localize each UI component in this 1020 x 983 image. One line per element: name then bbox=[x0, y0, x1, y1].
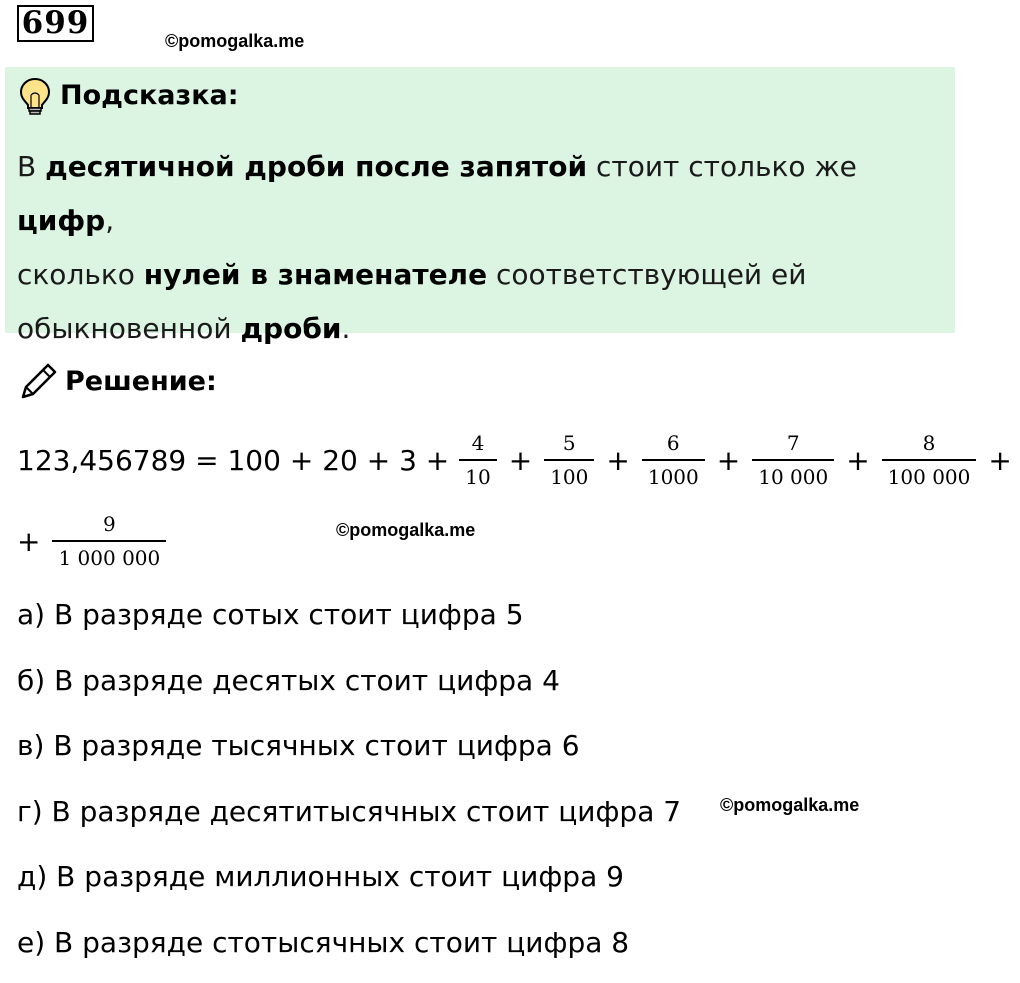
plus-sign: + bbox=[509, 444, 532, 477]
hint-text-segment: соответствующей ей bbox=[487, 258, 806, 291]
plus-sign: + bbox=[17, 525, 40, 558]
answer-item: в) В разряде тысячных стоит цифра 6 bbox=[17, 721, 681, 787]
fraction-numerator: 9 bbox=[97, 511, 122, 540]
plus-sign: + bbox=[846, 444, 869, 477]
hint-text-segment: обыкновенной bbox=[17, 312, 240, 345]
hint-bold-text: цифр bbox=[17, 204, 105, 237]
hint-bold-text: десятичной дроби после запятой bbox=[45, 150, 587, 183]
equation-lhs: 123,456789 = 100 + 20 + 3 + bbox=[17, 444, 449, 477]
problem-number: 699 bbox=[17, 5, 94, 42]
fraction-numerator: 4 bbox=[466, 430, 491, 459]
hint-text-segment: стоит столько же bbox=[587, 150, 857, 183]
watermark: ©pomogalka.me bbox=[720, 795, 859, 816]
hint-text-segment: сколько bbox=[17, 258, 144, 291]
fraction-denominator: 100 bbox=[544, 459, 594, 490]
answers-list bbox=[17, 590, 681, 983]
hint-text-segment: , bbox=[105, 204, 114, 237]
watermark: ©pomogalka.me bbox=[165, 31, 304, 52]
plus-sign: + bbox=[988, 444, 1011, 477]
answer-item: е) В разряде стотысячных стоит цифра 8 bbox=[17, 918, 681, 983]
answer-item: б) В разряде десятых стоит цифра 4 bbox=[17, 656, 681, 722]
fraction-denominator: 100 000 bbox=[882, 459, 977, 490]
hint-bold-text: нулей в знаменателе bbox=[144, 258, 487, 291]
fraction bbox=[459, 430, 496, 490]
fraction-denominator: 10 bbox=[459, 459, 496, 490]
fraction-denominator: 10 000 bbox=[752, 459, 834, 490]
fraction-numerator: 7 bbox=[781, 430, 806, 459]
hint-title: Подсказка: bbox=[60, 80, 239, 111]
fraction-numerator: 5 bbox=[557, 430, 582, 459]
plus-sign: + bbox=[606, 444, 629, 477]
solution-title: Решение: bbox=[65, 366, 217, 397]
fraction-denominator: 1 000 000 bbox=[52, 540, 166, 571]
watermark: ©pomogalka.me bbox=[336, 520, 475, 541]
hint-text-segment: В bbox=[17, 150, 45, 183]
fraction bbox=[52, 511, 166, 571]
answer-item: а) В разряде сотых стоит цифра 5 bbox=[17, 590, 681, 656]
fraction bbox=[752, 430, 834, 490]
hint-text bbox=[17, 140, 947, 356]
fraction-denominator: 1000 bbox=[642, 459, 705, 490]
plus-sign: + bbox=[717, 444, 740, 477]
equation-line-1 bbox=[17, 425, 1020, 495]
answer-item: д) В разряде миллионных стоит цифра 9 bbox=[17, 852, 681, 918]
fraction bbox=[882, 430, 977, 490]
fraction-numerator: 8 bbox=[917, 430, 942, 459]
hint-bold-text: дроби bbox=[240, 312, 341, 345]
fraction bbox=[544, 430, 594, 490]
answer-item: г) В разряде десятитысячных стоит цифра 7 bbox=[17, 787, 681, 853]
pencil-icon bbox=[18, 360, 60, 402]
fraction bbox=[642, 430, 705, 490]
equation-line-2 bbox=[17, 506, 170, 576]
hint-text-segment: . bbox=[342, 312, 351, 345]
fraction-numerator: 6 bbox=[661, 430, 686, 459]
lightbulb-icon bbox=[18, 77, 52, 117]
